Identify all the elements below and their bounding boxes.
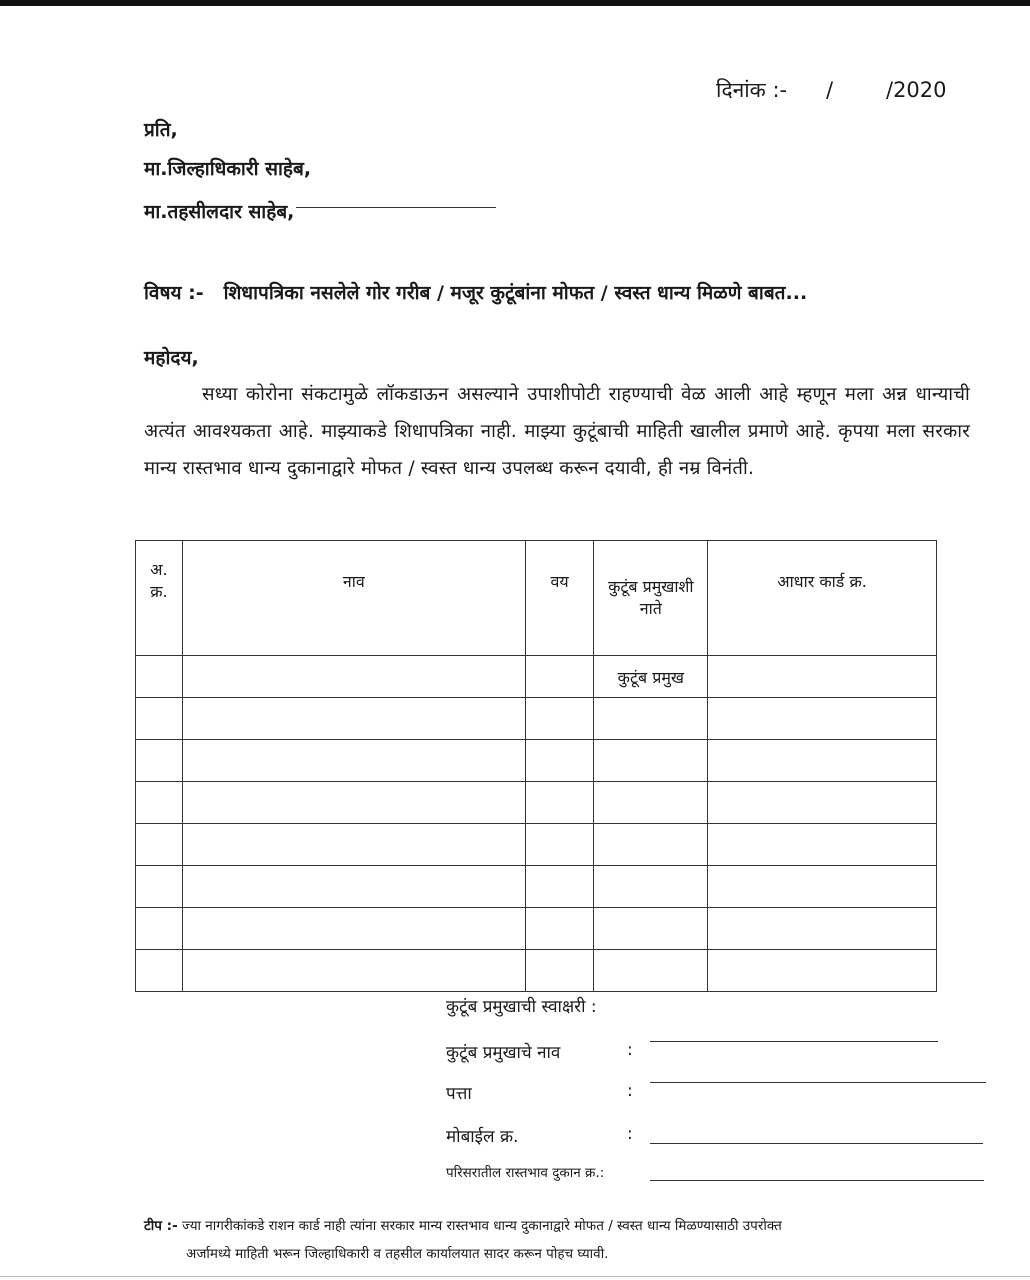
subject-text: शिधापत्रिका नसलेले गोर गरीब / मजूर कुटूंबांना मोफत / स्वस्त धान्य मिळणे बाबत...: [223, 282, 808, 304]
address-tahsildar: [144, 198, 496, 224]
shop-label: परिसरातील रास्तभाव दुकान क्र.:: [446, 1165, 605, 1181]
cell-serial[interactable]: [136, 824, 183, 866]
cell-name[interactable]: [182, 740, 525, 782]
footnote-label: टीप :-: [144, 1218, 178, 1234]
cell-serial[interactable]: [136, 656, 183, 698]
table-row: [136, 908, 937, 950]
date-label: दिनांक :-: [716, 78, 788, 102]
family-table: [135, 540, 937, 992]
cell-name[interactable]: [182, 782, 525, 824]
address-collector: मा.जिल्हाधिकारी साहेब,: [144, 158, 312, 180]
cell-name[interactable]: [182, 656, 525, 698]
table-row: [136, 824, 937, 866]
table-row: [136, 740, 937, 782]
cell-aadhaar[interactable]: [708, 782, 937, 824]
cell-age[interactable]: [525, 866, 594, 908]
header-relation-text: कुटूंब प्रमुखाशी नाते: [608, 577, 694, 618]
cell-age[interactable]: [525, 950, 594, 992]
header-name: नाव: [182, 541, 525, 656]
mobile-label: मोबाईल क्र.: [446, 1127, 519, 1147]
date-row: [716, 76, 947, 104]
cell-aadhaar[interactable]: [708, 698, 937, 740]
cell-age[interactable]: [525, 698, 594, 740]
footnote: [144, 1212, 974, 1268]
head-name-field[interactable]: [650, 1041, 938, 1042]
table-header-row: [136, 541, 937, 656]
date-year: /2020: [886, 78, 947, 102]
header-serial-text: अ. क्र.: [150, 560, 168, 601]
cell-name[interactable]: [182, 908, 525, 950]
cell-aadhaar[interactable]: [708, 740, 937, 782]
cell-name[interactable]: [182, 866, 525, 908]
cell-aadhaar[interactable]: [708, 824, 937, 866]
cell-aadhaar[interactable]: [708, 866, 937, 908]
shop-field[interactable]: [650, 1180, 984, 1181]
cell-serial[interactable]: [136, 740, 183, 782]
header-relation: [594, 541, 708, 656]
head-name-label: कुटूंब प्रमुखाचे नाव: [446, 1043, 561, 1063]
header-age: वय: [525, 541, 594, 656]
bottom-border: [0, 1276, 1030, 1277]
body-paragraph: सध्या कोरोना संकटामुळे लॉकडाऊन असल्याने उपाशीपोटी राहण्याची वेळ आली आहे म्हणून मला अन्न धान्याची अत्यंत आवश्यकता आहे. माझ्याकडे शिधापत्रिका नाही. माझ्या कुटूंबाची माहिती खालील प्रमाणे आहे. कृपया मला सरकार मान्य रास्तभाव धान्य दुकानाद्वारे मोफत / स्वस्त धान्य उपलब्ध करून दयावी, ही नम्र विनंती.: [144, 384, 970, 479]
cell-serial[interactable]: [136, 908, 183, 950]
mobile-colon: :: [627, 1124, 633, 1144]
table-row: [136, 782, 937, 824]
cell-relation[interactable]: [594, 740, 708, 782]
mobile-field[interactable]: [650, 1143, 983, 1144]
subject-label: विषय :-: [144, 282, 204, 304]
cell-name[interactable]: [182, 824, 525, 866]
address-colon: :: [627, 1081, 633, 1101]
head-name-colon: :: [627, 1040, 633, 1060]
cell-age[interactable]: [525, 908, 594, 950]
cell-relation[interactable]: [594, 782, 708, 824]
address-to: प्रति,: [144, 119, 178, 141]
cell-relation[interactable]: कुटूंब प्रमुख: [594, 656, 708, 698]
address-tahsildar-text: मा.तहसीलदार साहेब,: [144, 201, 295, 223]
cell-age[interactable]: [525, 782, 594, 824]
cell-age[interactable]: [525, 740, 594, 782]
cell-relation[interactable]: [594, 698, 708, 740]
cell-age[interactable]: [525, 656, 594, 698]
table-row: [136, 866, 937, 908]
footnote-line1: ज्या नागरीकांकडे राशन कार्ड नाही त्यांना सरकार मान्य रास्तभाव धान्य दुकानाद्वारे मोफत / स्वस्त धान्य मिळण्यासाठी उपरोक्त: [181, 1218, 782, 1234]
header-aadhaar: आधार कार्ड क्र.: [708, 541, 937, 656]
table-row: [136, 656, 937, 698]
table-row: [136, 698, 937, 740]
cell-age[interactable]: [525, 824, 594, 866]
cell-aadhaar[interactable]: [708, 908, 937, 950]
tahsildar-fill-line: [296, 206, 496, 208]
cell-serial[interactable]: [136, 698, 183, 740]
subject-line: [144, 279, 807, 305]
cell-aadhaar[interactable]: [708, 950, 937, 992]
header-serial: [136, 541, 183, 656]
cell-relation[interactable]: [594, 866, 708, 908]
cell-aadhaar[interactable]: [708, 656, 937, 698]
cell-relation[interactable]: [594, 908, 708, 950]
top-border: [0, 0, 1030, 6]
footnote-line2: अर्जामध्ये माहिती भरून जिल्हाधिकारी व तहसील कार्यालयात सादर करून पोहच घ्यावी.: [186, 1246, 609, 1262]
cell-serial[interactable]: [136, 866, 183, 908]
cell-relation[interactable]: [594, 950, 708, 992]
table-row: [136, 950, 937, 992]
salutation: महोदय,: [144, 347, 199, 369]
address-field[interactable]: [650, 1082, 986, 1083]
cell-name[interactable]: [182, 698, 525, 740]
signature-label: कुटूंब प्रमुखाची स्वाक्षरी :: [446, 997, 597, 1017]
address-label: पत्ता: [446, 1084, 472, 1104]
cell-name[interactable]: [182, 950, 525, 992]
cell-serial[interactable]: [136, 950, 183, 992]
cell-relation[interactable]: [594, 824, 708, 866]
cell-serial[interactable]: [136, 782, 183, 824]
date-separator: /: [826, 78, 834, 102]
